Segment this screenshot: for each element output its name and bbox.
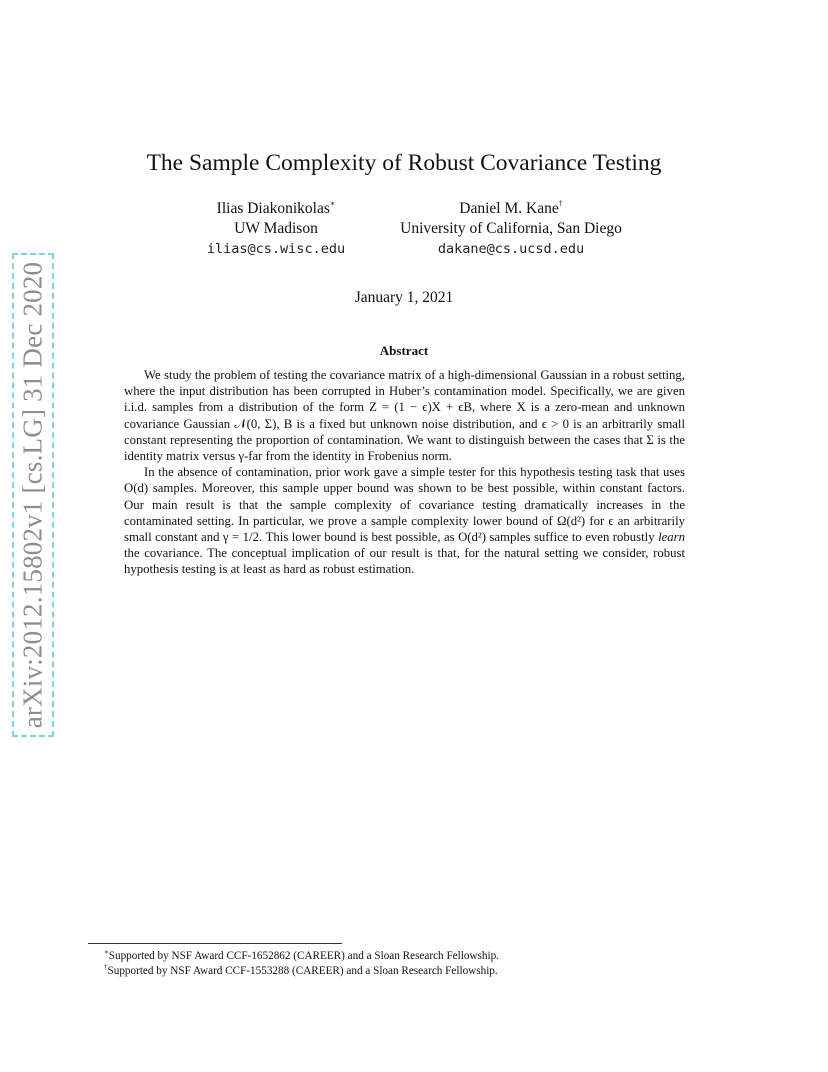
author-footnote-mark: ∗ bbox=[329, 199, 336, 208]
author-name-line bbox=[176, 199, 376, 219]
author-name: Daniel M. Kane bbox=[459, 200, 559, 217]
author-block bbox=[380, 199, 642, 259]
author-name-line bbox=[380, 199, 642, 219]
footnote-text: Supported by NSF Award CCF-1553288 (CAREER) and a Sloan Research Fellowship. bbox=[107, 965, 498, 977]
footnote-mark: † bbox=[104, 963, 108, 971]
abstract-body bbox=[124, 367, 685, 578]
footnote bbox=[104, 950, 499, 962]
arxiv-sidebar-stamp bbox=[12, 253, 54, 737]
footnote-text: Supported by NSF Award CCF-1652862 (CAREER) and a Sloan Research Fellowship. bbox=[108, 950, 499, 962]
author-block bbox=[176, 199, 376, 259]
footnote-mark: ∗ bbox=[104, 948, 109, 956]
abstract-paragraph bbox=[124, 464, 685, 577]
abstract-emphasis: learn bbox=[658, 530, 685, 545]
abstract-text: In the absence of contamination, prior work gave a simple tester for this hypothesis testing task that uses O(d) samples. Moreover, this sample upper bound was shown to be best possible, within constant factors. Our main result is that the sample complexity of covariance testing dramatically increases in the contaminated setting. In particular, we prove a sample complexity lower bound of Ω(d²) for ϵ an arbitrarily small constant and γ = 1/2. This lower bound is best possible, as O(d²) samples suffice to even robustly bbox=[124, 465, 685, 545]
author-footnote-mark: † bbox=[558, 199, 563, 208]
author-name: Ilias Diakonikolas bbox=[216, 200, 330, 217]
footnote bbox=[104, 965, 498, 977]
paper-date: January 1, 2021 bbox=[354, 289, 454, 306]
footnote-divider bbox=[88, 943, 342, 944]
author-email: dakane@cs.ucsd.edu bbox=[437, 241, 585, 257]
abstract-paragraph: We study the problem of testing the covariance matrix of a high-dimensional Gaussian in a robust setting, where the input distribution has been corrupted in Huber’s contamination model. Specifically, we are given i.i.d. samples from a distribution of the form Z = (1 − ϵ)X + ϵB, where X is a zero-mean and unknown covariance Gaussian 𝒩(0, Σ), B is a fixed but unknown noise distribution, and ϵ > 0 is an arbitrarily small constant representing the proportion of contamination. We want to distinguish between the cases that Σ is the identity matrix versus γ-far from the identity in Frobenius norm. bbox=[124, 368, 685, 464]
author-email: ilias@cs.wisc.edu bbox=[206, 241, 346, 257]
abstract-text: the covariance. The conceptual implication of our result is that, for the natural setting we consider, robust hypothesis testing is at least as hard as robust estimation. bbox=[124, 546, 685, 577]
author-affiliation: UW Madison bbox=[234, 220, 318, 237]
abstract-heading: Abstract bbox=[379, 343, 429, 358]
author-affiliation: University of California, San Diego bbox=[400, 220, 622, 237]
arxiv-identifier: arXiv:2012.15802v1 [cs.LG] 31 Dec 2020 bbox=[17, 261, 48, 729]
paper-title: The Sample Complexity of Robust Covariance Testing bbox=[146, 150, 662, 176]
